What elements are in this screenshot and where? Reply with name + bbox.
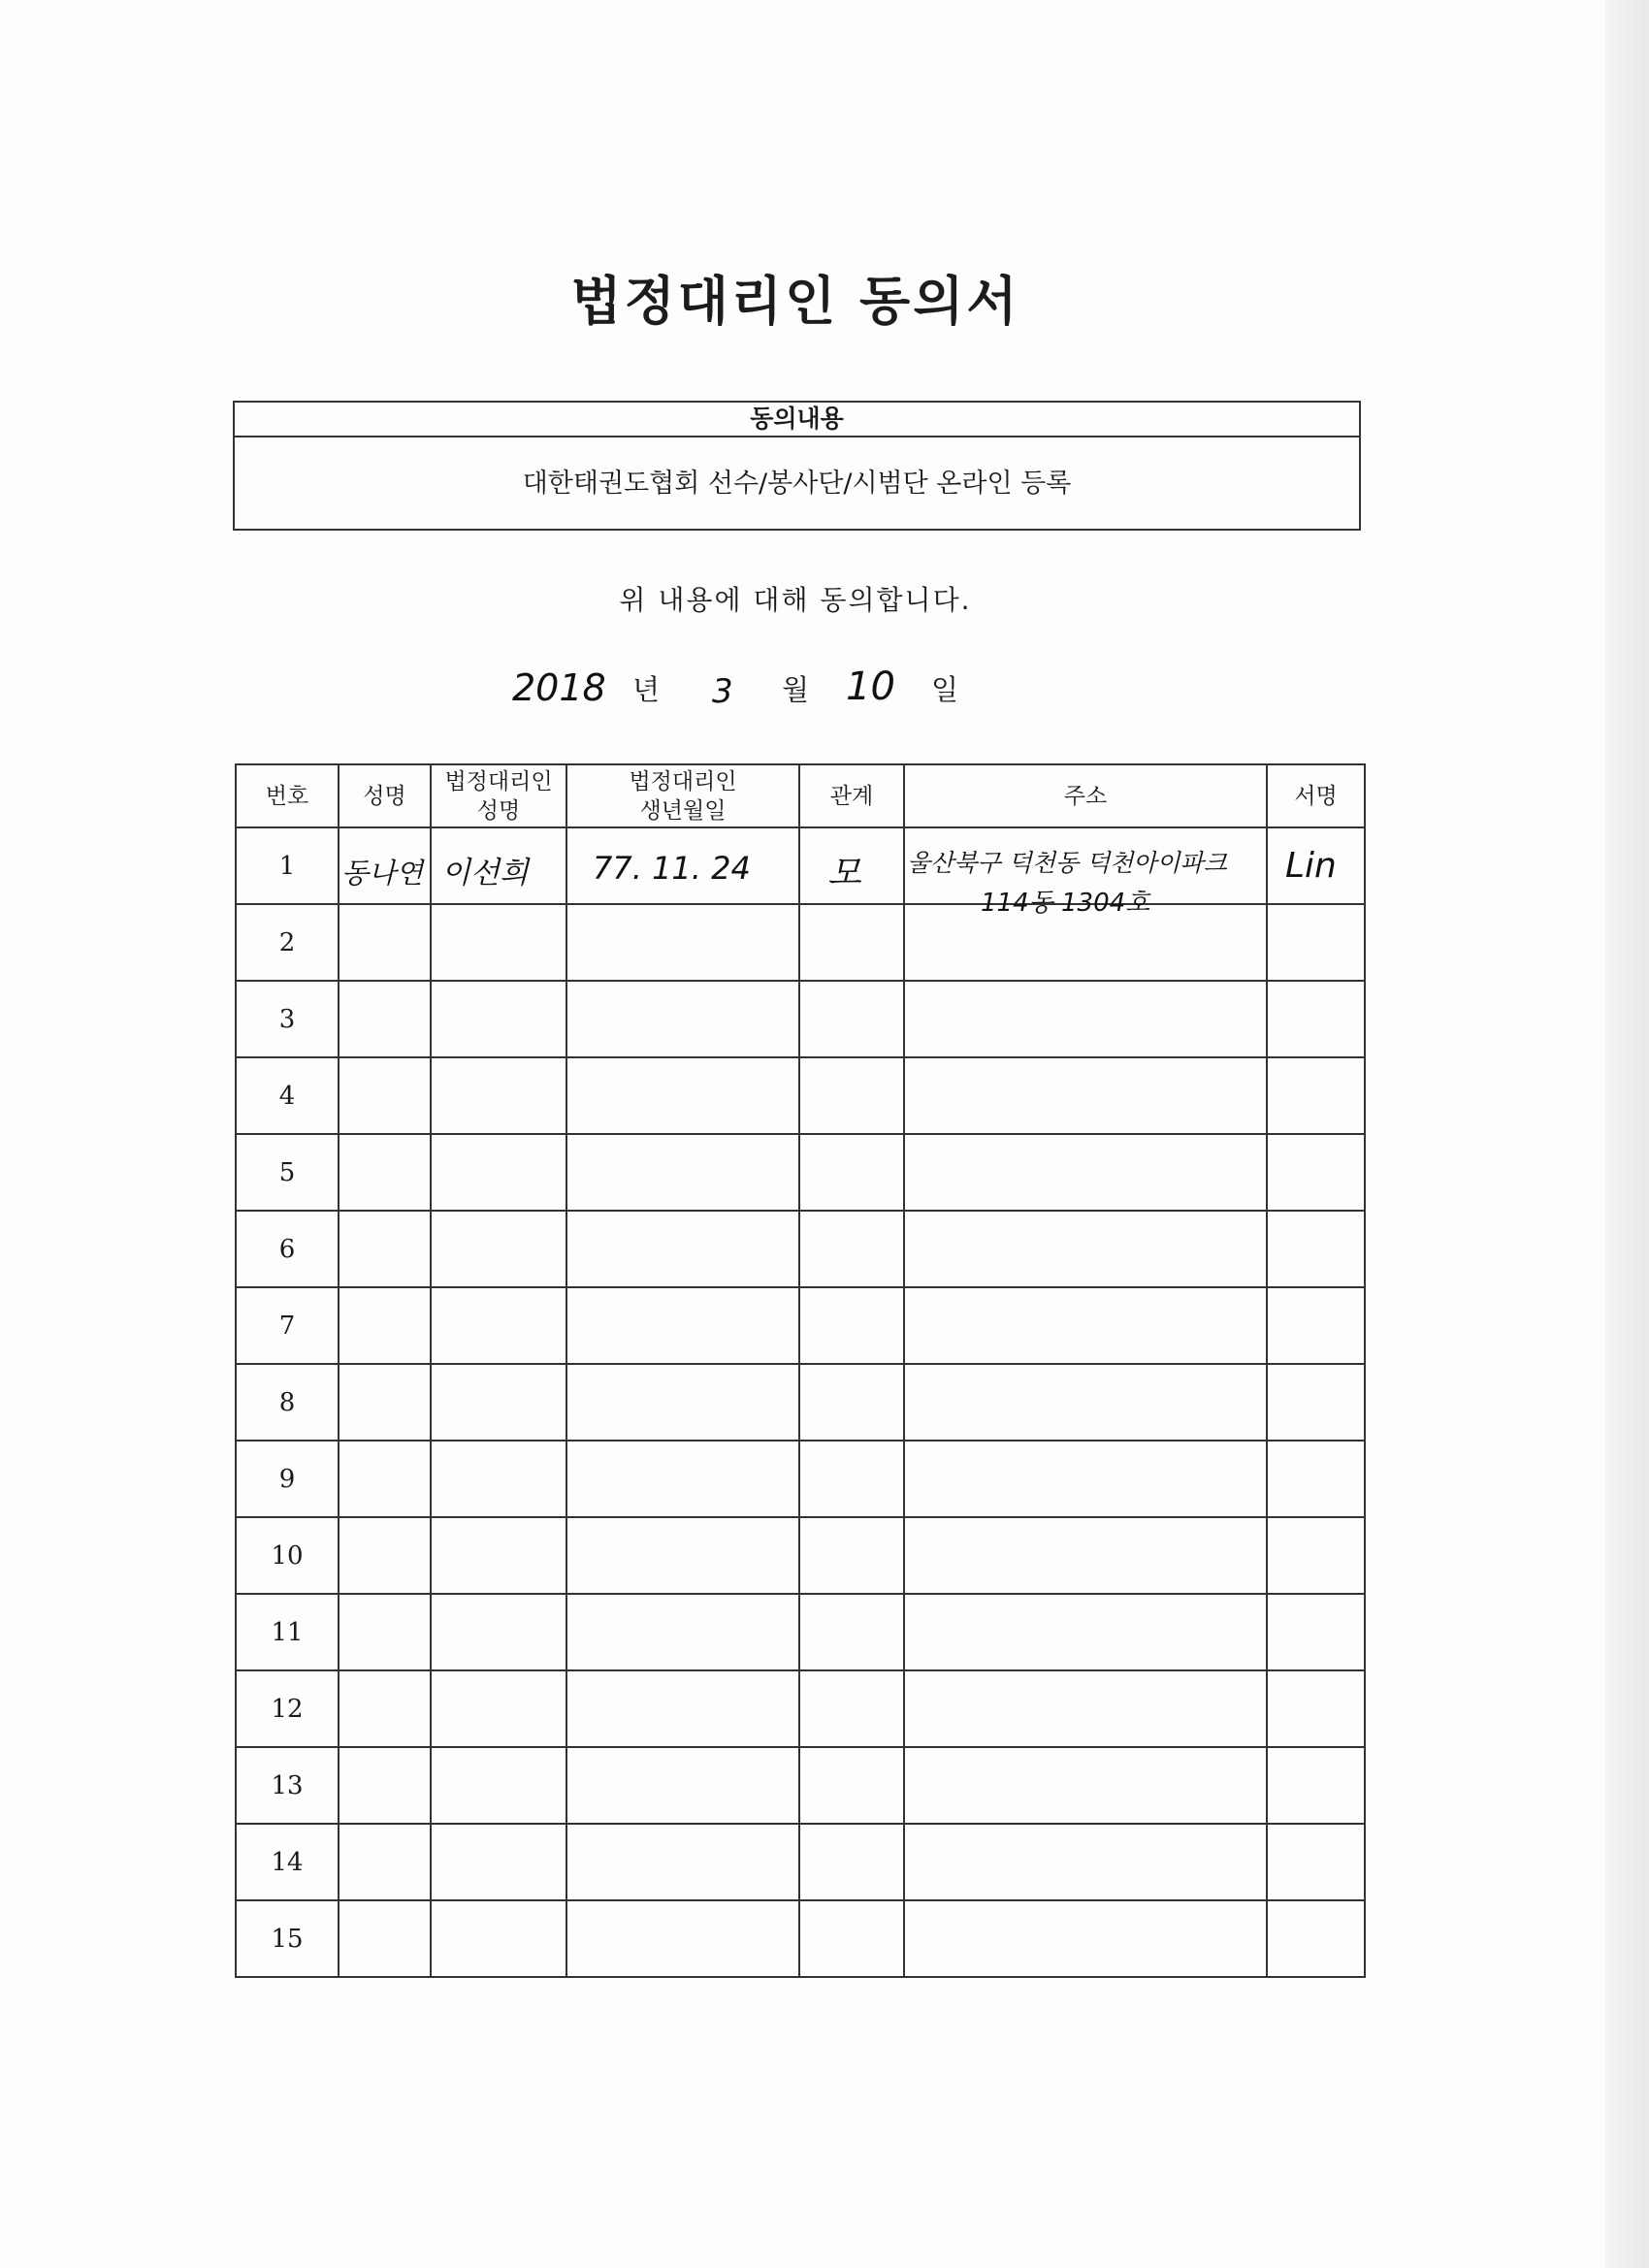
row-address xyxy=(904,1057,1267,1134)
row-name xyxy=(339,1134,431,1211)
date-day-label: 일 xyxy=(931,673,959,706)
row-relation xyxy=(799,1670,904,1747)
row-name xyxy=(339,1441,431,1517)
header-guardian-name-line1: 법정대리인 xyxy=(444,768,553,794)
table-row xyxy=(236,827,1365,904)
header-guardian-birth xyxy=(566,764,799,827)
row-address xyxy=(904,904,1267,981)
row-signature xyxy=(1267,827,1365,904)
row-address xyxy=(904,981,1267,1057)
row-guardian-name xyxy=(431,1134,566,1211)
date-day: 10 xyxy=(846,664,895,709)
header-guardian-birth-line2: 생년월일 xyxy=(639,797,727,824)
row-address xyxy=(904,1517,1267,1594)
consent-box xyxy=(233,401,1361,531)
row-signature-text: Lin xyxy=(1285,846,1337,886)
row-no: 13 xyxy=(236,1747,339,1824)
row-no: 4 xyxy=(236,1057,339,1134)
row-relation xyxy=(799,1134,904,1211)
row-no: 14 xyxy=(236,1824,339,1900)
table-row xyxy=(236,1670,1365,1747)
document-title: 법정대리인 동의서 xyxy=(570,271,1020,332)
row-name xyxy=(339,981,431,1057)
row-no: 1 xyxy=(236,827,339,904)
row-guardian-birth xyxy=(566,1747,799,1824)
header-guardian-birth-line1: 법정대리인 xyxy=(629,768,737,794)
row-name xyxy=(339,1211,431,1287)
row-guardian-birth xyxy=(566,1824,799,1900)
row-address xyxy=(904,1211,1267,1287)
row-guardian-name xyxy=(431,1824,566,1900)
row-no: 6 xyxy=(236,1211,339,1287)
header-guardian-name-line2: 성명 xyxy=(476,797,521,824)
row-address xyxy=(904,1364,1267,1441)
row-address xyxy=(904,1824,1267,1900)
table-row xyxy=(236,1900,1365,1977)
row-signature xyxy=(1267,904,1365,981)
row-guardian-name xyxy=(431,1670,566,1747)
row-name xyxy=(339,1747,431,1824)
guardian-table xyxy=(235,763,1366,1978)
row-guardian-birth xyxy=(566,1057,799,1134)
row-guardian-name xyxy=(431,1517,566,1594)
header-guardian-name xyxy=(431,764,566,827)
row-signature xyxy=(1267,1670,1365,1747)
row-signature xyxy=(1267,1824,1365,1900)
row-guardian-name xyxy=(431,1364,566,1441)
row-guardian-birth xyxy=(566,1670,799,1747)
row-address xyxy=(904,1670,1267,1747)
row-relation xyxy=(799,1594,904,1670)
table-row xyxy=(236,904,1365,981)
row-name xyxy=(339,1364,431,1441)
table-row xyxy=(236,1747,1365,1824)
row-no: 9 xyxy=(236,1441,339,1517)
row-guardian-name-text: 이선희 xyxy=(441,856,529,891)
row-guardian-birth xyxy=(566,1134,799,1211)
row-name xyxy=(339,1517,431,1594)
row-address xyxy=(904,1594,1267,1670)
row-guardian-birth xyxy=(566,904,799,981)
table-row xyxy=(236,1364,1365,1441)
row-guardian-birth xyxy=(566,1594,799,1670)
row-relation xyxy=(799,1364,904,1441)
table-row xyxy=(236,1057,1365,1134)
row-address xyxy=(904,1287,1267,1364)
row-signature xyxy=(1267,1211,1365,1287)
row-guardian-birth xyxy=(566,1441,799,1517)
table-row xyxy=(236,1287,1365,1364)
row-name xyxy=(339,904,431,981)
row-guardian-name xyxy=(431,1287,566,1364)
row-address-line1: 울산북구 덕천동 덕천아이파크 xyxy=(907,849,1227,877)
row-no: 3 xyxy=(236,981,339,1057)
row-relation xyxy=(799,981,904,1057)
row-signature xyxy=(1267,1441,1365,1517)
row-name xyxy=(339,1287,431,1364)
row-address xyxy=(904,1441,1267,1517)
table-row xyxy=(236,1594,1365,1670)
row-relation-text: 모 xyxy=(827,854,861,893)
row-address xyxy=(904,1900,1267,1977)
row-address-line2: 114동 1304호 xyxy=(981,889,1150,918)
scan-page-edge xyxy=(1605,0,1649,2268)
row-guardian-birth-text: 77. 11. 24 xyxy=(593,850,751,887)
row-signature xyxy=(1267,981,1365,1057)
date-line xyxy=(0,663,1649,711)
table-row xyxy=(236,1134,1365,1211)
agreement-sentence: 위 내용에 대해 동의합니다. xyxy=(619,584,972,616)
row-relation xyxy=(799,1747,904,1824)
row-signature xyxy=(1267,1517,1365,1594)
row-guardian-birth xyxy=(566,1517,799,1594)
header-name: 성명 xyxy=(339,764,431,827)
date-month-label: 월 xyxy=(782,673,810,706)
row-relation xyxy=(799,1824,904,1900)
row-signature xyxy=(1267,1747,1365,1824)
row-guardian-birth xyxy=(566,1364,799,1441)
row-signature xyxy=(1267,1364,1365,1441)
row-relation xyxy=(799,904,904,981)
row-guardian-birth xyxy=(566,1287,799,1364)
row-no: 8 xyxy=(236,1364,339,1441)
header-relation: 관계 xyxy=(799,764,904,827)
row-signature xyxy=(1267,1594,1365,1670)
header-no: 번호 xyxy=(236,764,339,827)
row-guardian-birth xyxy=(566,1900,799,1977)
row-name xyxy=(339,1824,431,1900)
row-guardian-name xyxy=(431,1211,566,1287)
row-no: 11 xyxy=(236,1594,339,1670)
row-guardian-name xyxy=(431,1900,566,1977)
row-no: 7 xyxy=(236,1287,339,1364)
row-signature xyxy=(1267,1057,1365,1134)
row-no: 5 xyxy=(236,1134,339,1211)
table-row xyxy=(236,1824,1365,1900)
consent-header: 동의내용 xyxy=(235,403,1359,437)
row-guardian-name xyxy=(431,1441,566,1517)
row-signature xyxy=(1267,1134,1365,1211)
date-year: 2018 xyxy=(512,666,606,709)
row-relation xyxy=(799,1211,904,1287)
row-no: 10 xyxy=(236,1517,339,1594)
row-relation xyxy=(799,1441,904,1517)
row-no: 12 xyxy=(236,1670,339,1747)
row-relation xyxy=(799,1517,904,1594)
table-row xyxy=(236,1441,1365,1517)
consent-content: 대한태권도협회 선수/봉사단/시범단 온라인 등록 xyxy=(522,469,1072,499)
date-year-label: 년 xyxy=(632,673,661,706)
row-signature xyxy=(1267,1287,1365,1364)
row-address xyxy=(904,1134,1267,1211)
row-relation xyxy=(799,827,904,904)
date-month: 3 xyxy=(712,672,733,711)
header-address: 주소 xyxy=(904,764,1267,827)
row-guardian-name xyxy=(431,827,566,904)
row-no: 15 xyxy=(236,1900,339,1977)
row-guardian-name xyxy=(431,904,566,981)
row-address xyxy=(904,1747,1267,1824)
row-name xyxy=(339,1900,431,1977)
table-row xyxy=(236,1211,1365,1287)
row-relation xyxy=(799,1900,904,1977)
row-relation xyxy=(799,1057,904,1134)
row-guardian-birth xyxy=(566,981,799,1057)
row-guardian-birth xyxy=(566,827,799,904)
table-row xyxy=(236,1517,1365,1594)
table-header-row xyxy=(236,764,1365,827)
row-name xyxy=(339,1057,431,1134)
row-name-text: 동나연 xyxy=(341,857,424,890)
row-no: 2 xyxy=(236,904,339,981)
row-guardian-name xyxy=(431,1747,566,1824)
row-name xyxy=(339,827,431,904)
row-guardian-name xyxy=(431,1057,566,1134)
row-guardian-birth xyxy=(566,1211,799,1287)
row-signature xyxy=(1267,1900,1365,1977)
row-guardian-name xyxy=(431,981,566,1057)
row-name xyxy=(339,1594,431,1670)
row-relation xyxy=(799,1287,904,1364)
header-signature: 서명 xyxy=(1267,764,1365,827)
row-name xyxy=(339,1670,431,1747)
row-address xyxy=(904,827,1267,918)
table-row xyxy=(236,981,1365,1057)
row-guardian-name xyxy=(431,1594,566,1670)
